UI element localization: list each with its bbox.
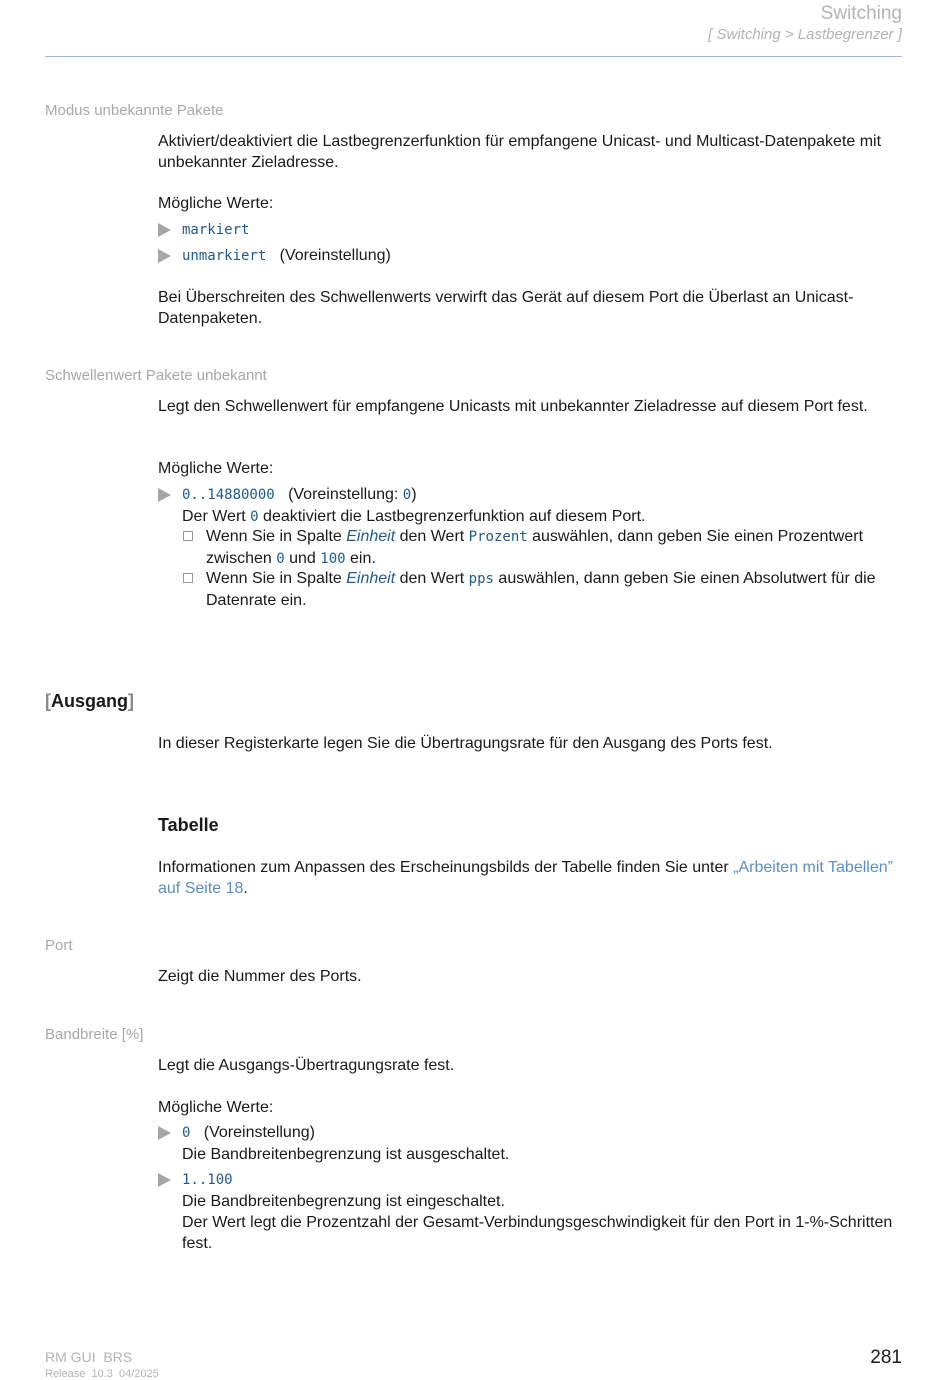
value-note: (Voreinstellung: [288,486,403,503]
values-label: Mögliche Werte: [158,460,274,477]
value-code: 100 [320,551,346,567]
list-item [158,1169,908,1254]
column-ref: Einheit [346,528,396,545]
list-item [158,1122,908,1165]
table-info [158,857,908,899]
text: den Wert [395,570,469,587]
value-note: ) [411,486,417,503]
text: Informationen zum Anpassen des Erscheinungsbilds der Tabelle finden Sie unter [158,859,734,876]
value-detail [182,506,908,528]
column-ref: Einheit [346,570,396,587]
sub-list-item [158,568,908,611]
text: ein. [345,550,376,567]
value-note: (Voreinstellung) [279,247,391,264]
list-item [158,245,908,267]
table-heading: Tabelle [158,815,219,835]
text: . [243,880,248,897]
value-code: markiert [182,222,250,238]
footer-doc-name: RM GUI BRS [45,1349,133,1365]
text: Wenn Sie in Spalte [206,570,347,587]
param-bandbreite: Bandbreite [%] [45,1026,144,1043]
bullet-square-icon [183,573,193,583]
section-title: Ausgang [51,691,129,711]
values-label: Mögliche Werte: [158,1099,274,1116]
param-port: Port [45,937,73,954]
text: deaktiviert die Lastbegrenzerfunktion auf diesem Port. [258,508,646,525]
value-code: 0 [276,551,285,567]
value-code: 0 [250,509,259,525]
value-code: pps [468,571,494,587]
value-code: unmarkiert [182,248,267,264]
bullet-triangle-icon [158,249,171,263]
bullet-square-icon [183,531,193,541]
values-list [158,219,908,279]
bullet-triangle-icon [158,1173,171,1187]
header-divider [45,56,902,57]
values-label: Mögliche Werte: [158,195,274,212]
footer-release: Release 10.3 04/2025 [45,1368,159,1380]
bullet-triangle-icon [158,1126,171,1140]
param-description: Aktiviert/deaktiviert die Lastbegrenzerfunktion für empfangene Unicast- und Multicast-Datenpakete mit unbekannter Zieladresse. [158,133,882,171]
text: Der Wert [182,508,251,525]
bullet-triangle-icon [158,223,171,237]
text: auswählen, dann geben Sie einen Absolutwert für die Datenrate ein. [206,570,876,609]
list-item [158,484,908,528]
text: Wenn Sie in Spalte [206,528,347,545]
value-code: 0 [182,1125,191,1141]
param-modus-unbekannte-pakete: Modus unbekannte Pakete [45,102,224,119]
value-detail: Die Bandbreitenbegrenzung ist ausgeschaltet. [182,1146,510,1163]
values-list [158,484,908,614]
bracket: ] [128,691,135,711]
header-breadcrumb: [ Switching > Lastbegrenzer ] [708,26,902,43]
value-code: 0 [402,487,412,503]
text: den Wert [395,528,469,545]
value-code: 1..100 [182,1172,233,1188]
value-code: Prozent [468,529,528,545]
page-number: 281 [870,1347,902,1368]
param-description: Legt den Schwellenwert für empfangene Unicasts mit unbekannter Zieladresse auf diesem Port fest. [158,398,868,415]
param-schwellenwert: Schwellenwert Pakete unbekannt [45,367,267,384]
value-note: (Voreinstellung) [203,1124,315,1141]
header-title: Switching [820,3,902,24]
sub-list-item [158,526,908,570]
param-description: Legt die Ausgangs-Übertragungsrate fest. [158,1057,455,1074]
cross-reference-link[interactable]: „Arbeiten mit Tabellen” auf Seite 18 [158,859,893,897]
value-code: 0..14880000 [182,487,275,503]
bracket: [ [45,691,51,711]
section-intro: In dieser Registerkarte legen Sie die Übertragungsrate für den Ausgang des Ports fest. [158,735,773,752]
value-detail: Die Bandbreitenbegrenzung ist eingeschaltet. [182,1193,505,1210]
param-description: Zeigt die Nummer des Ports. [158,968,362,985]
param-note: Bei Überschreiten des Schwellenwerts verwirft das Gerät auf diesem Port die Überlast an Unicast-Datenpaketen. [158,289,854,327]
text: auswählen, dann geben Sie einen Prozentwert zwischen [206,528,864,567]
value-detail: Der Wert legt die Prozentzahl der Gesamt-Verbindungsgeschwindigkeit für den Port in 1-%-Schritten fest. [182,1214,893,1252]
section-heading [45,691,134,712]
text: und [284,550,321,567]
list-item [158,219,908,241]
values-list [158,1122,908,1262]
param-modus-desc-block [158,131,908,173]
bullet-triangle-icon [158,488,171,502]
